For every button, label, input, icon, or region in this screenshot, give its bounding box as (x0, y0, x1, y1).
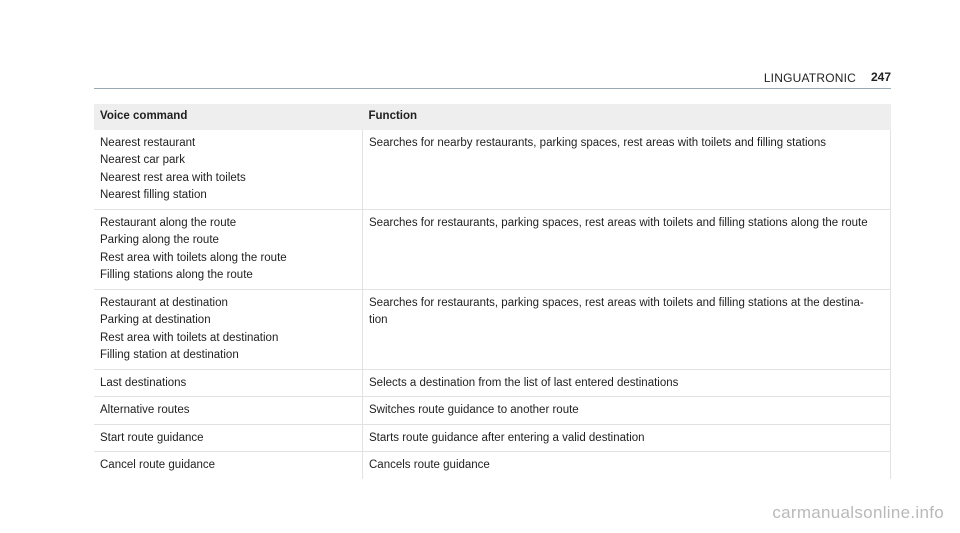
voice-command-cell (94, 289, 363, 369)
voice-command: Filling station at destination (100, 349, 239, 361)
page-number: 247 (870, 70, 891, 84)
voice-command-cell: Last destinations (94, 369, 363, 397)
table-row (94, 424, 891, 452)
voice-command: Parking at destination (100, 314, 211, 326)
voice-command: Nearest restaurant (100, 136, 196, 149)
voice-command-cell (94, 130, 363, 210)
voice-command-cell: Start route guidance (94, 424, 363, 452)
voice-command-cell (94, 209, 363, 289)
voice-command: Nearest car park (100, 154, 186, 166)
voice-command-table (94, 104, 891, 479)
column-header-voice-command: Voice command (94, 104, 363, 130)
voice-command: Nearest filling station (100, 189, 207, 201)
voice-command: Restaurant along the route (100, 216, 237, 229)
function-cell: Starts route guidance after entering a valid destination (363, 424, 891, 452)
voice-command: Restaurant at destination (100, 296, 228, 309)
table-row (94, 289, 891, 369)
column-header-function: Function (363, 104, 891, 130)
table-row (94, 397, 891, 425)
footer-watermark: carmanualsonline.info (772, 503, 944, 522)
function-cell: Switches route guidance to another route (363, 397, 891, 425)
voice-command: Rest area with toilets along the route (100, 251, 287, 264)
section-title: LINGUATRONIC (763, 71, 856, 85)
function-cell: Searches for restaurants, parking spaces, rest areas with toilets and filling stations at the destina- tion (363, 289, 891, 369)
voice-command-cell: Alternative routes (94, 397, 363, 425)
table-row (94, 452, 891, 479)
table-row (94, 209, 891, 289)
table-row (94, 369, 891, 397)
function-cell: Selects a destination from the list of last entered destinations (363, 369, 891, 397)
voice-command: Filling stations along the route (100, 269, 253, 281)
voice-command-cell: Cancel route guidance (94, 452, 363, 479)
table-header-row (94, 104, 891, 130)
function-cell: Searches for nearby restaurants, parking spaces, rest areas with toilets and filling stations (363, 130, 891, 210)
header-rule (94, 88, 891, 89)
table-row (94, 130, 891, 210)
voice-command: Rest area with toilets at destination (100, 331, 279, 344)
voice-command: Parking along the route (100, 234, 219, 246)
function-cell: Cancels route guidance (363, 452, 891, 479)
function-cell: Searches for restaurants, parking spaces, rest areas with toilets and filling stations along the route (363, 209, 891, 289)
voice-command: Nearest rest area with toilets (100, 171, 246, 184)
